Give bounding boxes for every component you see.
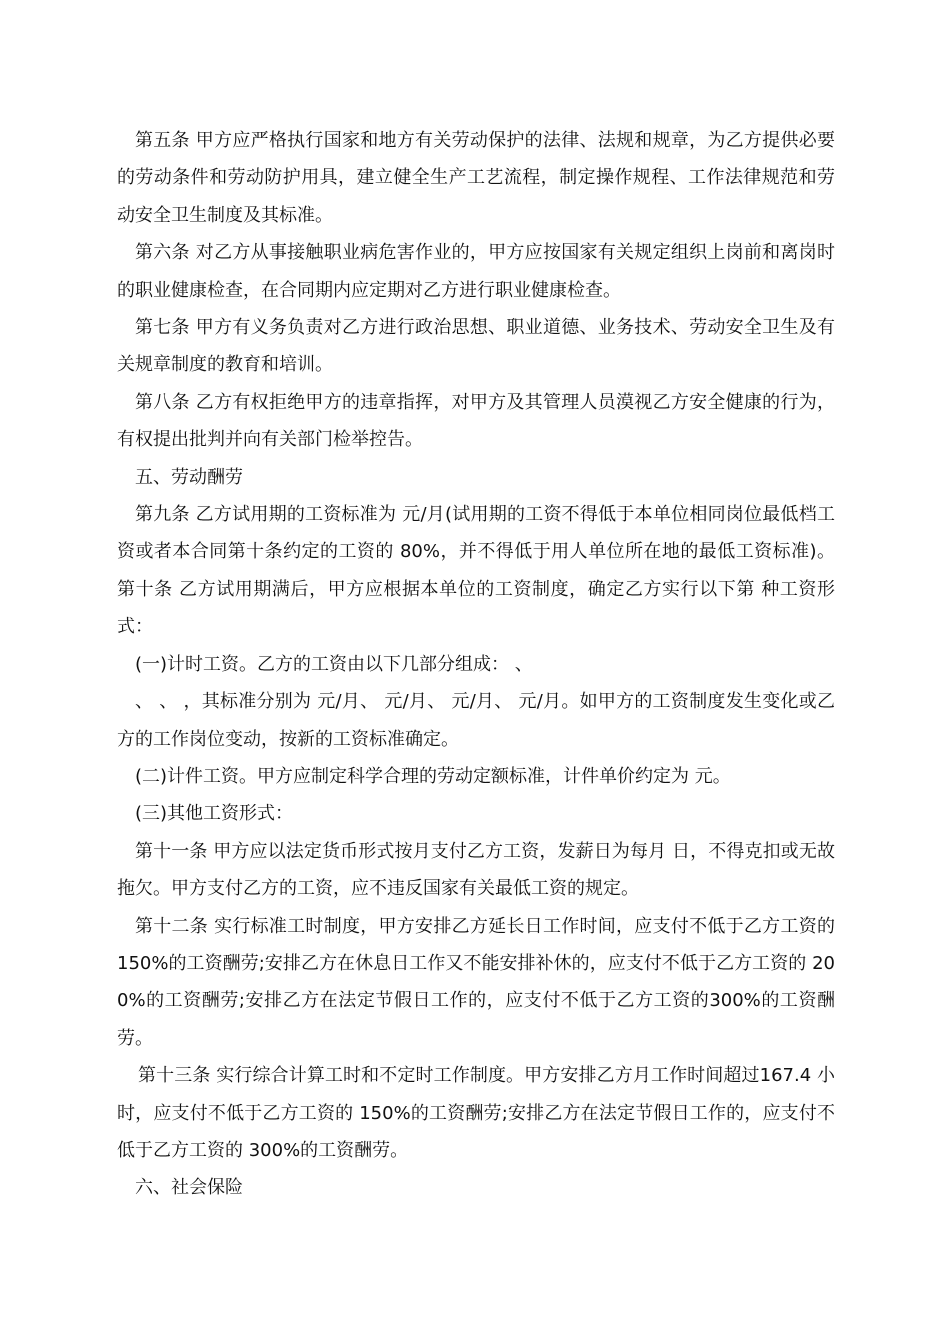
paragraph-article-11: 第十一条 甲方应以法定货币形式按月支付乙方工资，发薪日为每月 日，不得克扣或无故拖欠。甲方支付乙方的工资，应不违反国家有关最低工资的规定。 [117, 840, 835, 900]
paragraph-article-7: 第七条 甲方有义务负责对乙方进行政治思想、职业道德、业务技术、劳动安全卫生及有关规章制度的教育和培训。 [117, 317, 835, 376]
paragraph-other-wage: (三)其他工资形式： [135, 803, 294, 825]
paragraph-piece-wage: (二)计件工资。甲方应制定科学合理的劳动定额标准，计件单价约定为 元。 [135, 765, 731, 787]
paragraph-article-8: 第八条 乙方有权拒绝甲方的违章指挥，对甲方及其管理人员漠视乙方安全健康的行为，有权提出批判并向有关部门检举控告。 [117, 391, 835, 451]
paragraph-article-6: 第六条 对乙方从事接触职业病危害作业的，甲方应按国家有关规定组织上岗前和离岗时的职业健康检查，在合同期内应定期对乙方进行职业健康检查。 [117, 242, 835, 301]
paragraph-wage-standards: 、 、 ，其标准分别为 元/月、 元/月、 元/月、 元/月。如甲方的工资制度发生变化或乙方的工作岗位变动，按新的工资标准确定。 [117, 691, 835, 750]
section-heading-social-insurance: 六、社会保险 [135, 1177, 243, 1199]
paragraph-time-wage: (一)计时工资。乙方的工资由以下几部分组成： 、 [135, 653, 533, 675]
paragraph-article-12: 第十二条 实行标准工时制度，甲方安排乙方延长日工作时间，应支付不低于乙方工资的 150%的工资酬劳;安排乙方在休息日工作又不能安排补休的，应支付不低于乙方工资的 200%的工资酬劳;安排乙方在法定节假日工作的，应支付不低于乙方工资的300%的工资酬劳。 [117, 915, 835, 1049]
paragraph-article-13: 第十三条 实行综合计算工时和不定时工作制度。甲方安排乙方月工作时间超过167.4 小时，应支付不低于乙方工资的 150%的工资酬劳;安排乙方在法定节假日工作的，应支付不低于乙方工资的 300%的工资酬劳。 [117, 1065, 835, 1161]
paragraph-article-9-10: 第九条 乙方试用期的工资标准为 元/月(试用期的工资不得低于本单位相同岗位最低档工资或者本合同第十条约定的工资的 80%，并不得低于用人单位所在地的最低工资标准)。第十条 乙方试用期满后，甲方应根据本单位的工资制度，确定乙方实行以下第 种工资形式： [117, 504, 835, 638]
section-heading-remuneration: 五、劳动酬劳 [135, 466, 243, 488]
paragraph-article-5: 第五条 甲方应严格执行国家和地方有关劳动保护的法律、法规和规章，为乙方提供必要的劳动条件和劳动防护用具，建立健全生产工艺流程，制定操作规程、工作法律规范和劳动安全卫生制度及其标准。 [117, 130, 835, 226]
document-body [117, 122, 835, 1207]
